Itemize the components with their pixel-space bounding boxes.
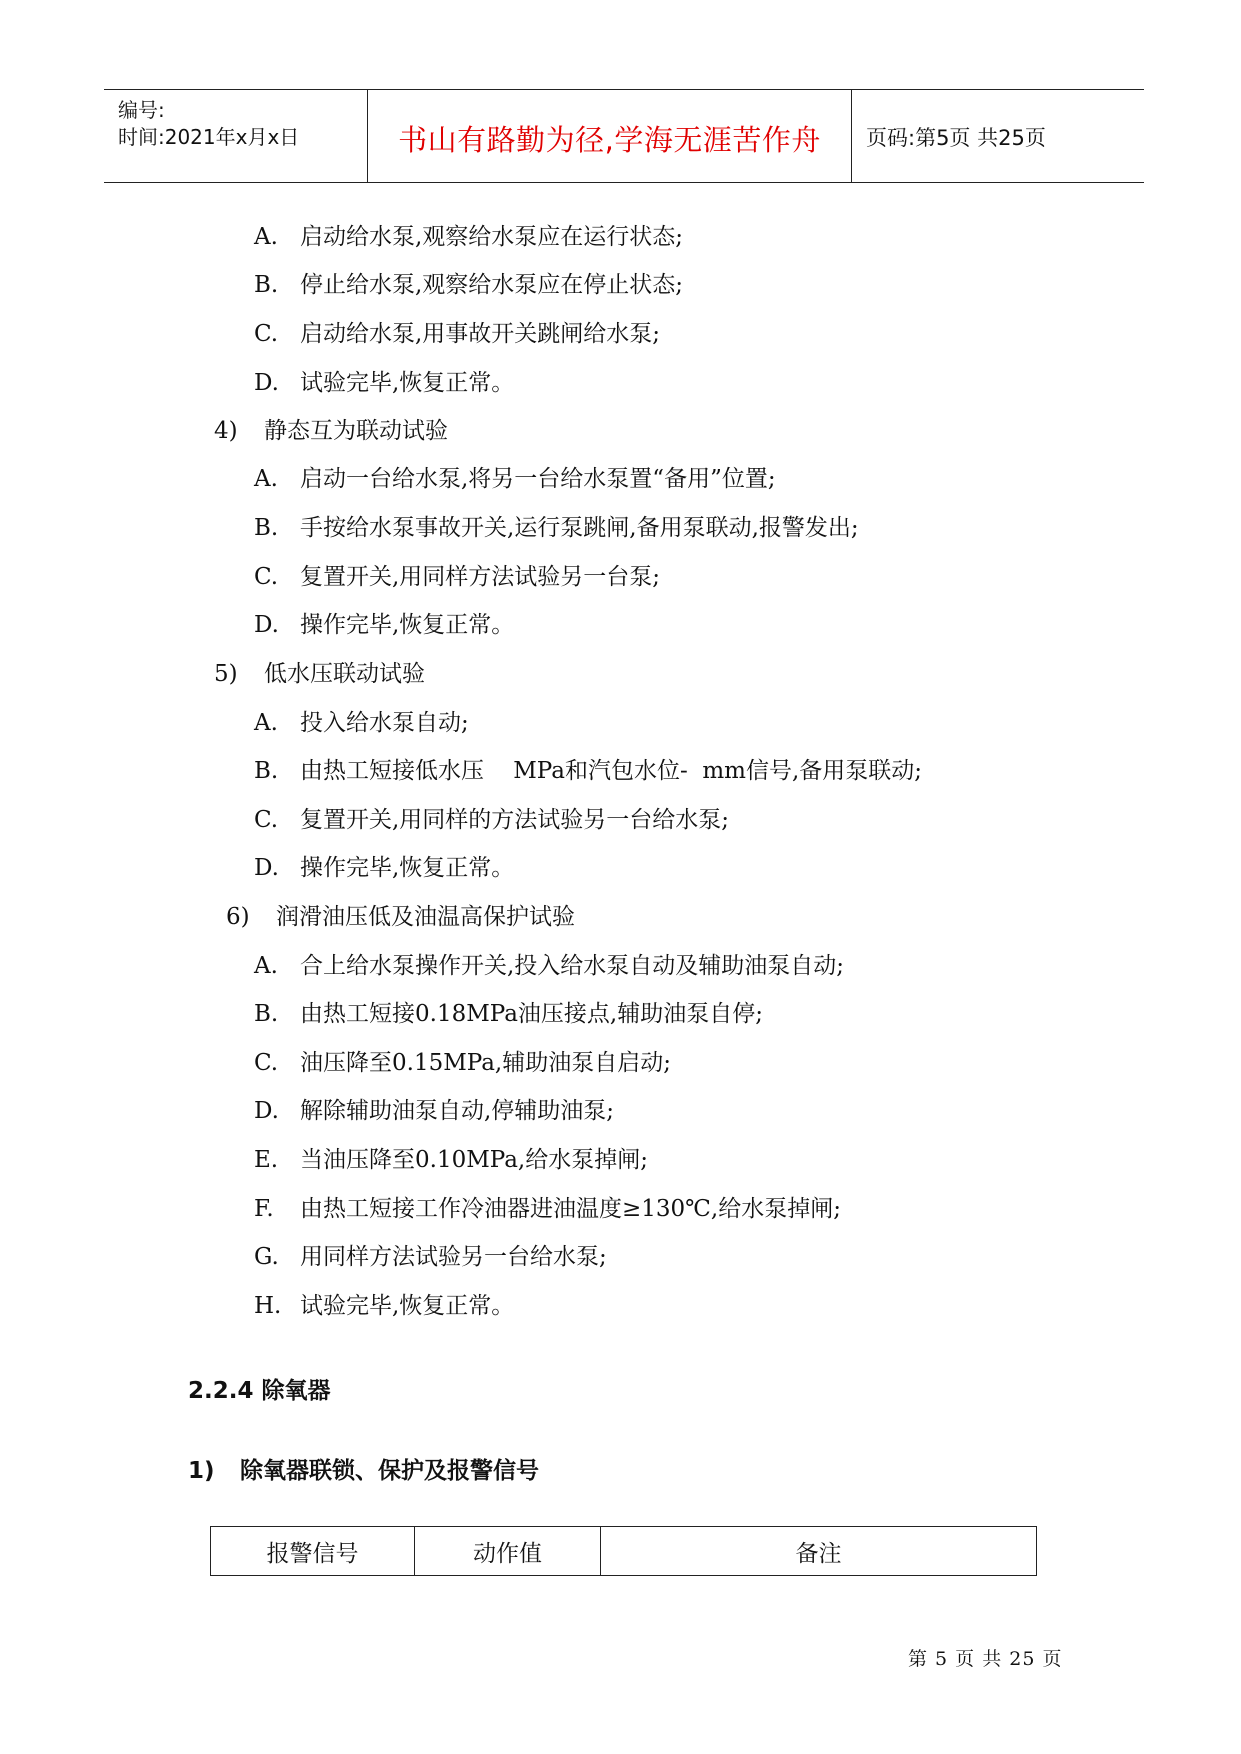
item-text: 启动给水泵,用事故开关跳闸给水泵; (300, 321, 661, 347)
list-item (254, 1096, 614, 1126)
item-marker: D. (254, 855, 279, 881)
item-text: 复置开关,用同样的方法试验另一台给水泵; (300, 807, 730, 833)
page-header (104, 89, 1144, 183)
table-header-alarm-signal: 报警信号 (211, 1527, 415, 1576)
list-item (254, 270, 683, 300)
list-item (254, 756, 922, 786)
item-marker: C. (254, 807, 279, 833)
subsection-heading (226, 902, 575, 932)
item-marker: G. (254, 1244, 279, 1270)
list-item (254, 1145, 648, 1175)
list-item (254, 853, 514, 883)
subsection-heading (188, 1456, 539, 1486)
item-text: 投入给水泵自动; (300, 710, 469, 736)
item-marker: B. (254, 1001, 279, 1027)
item-marker: B. (254, 758, 279, 784)
alarm-signal-table (210, 1526, 1037, 1576)
list-item (254, 513, 859, 543)
subsection-marker: 4) (214, 418, 238, 444)
subsection-heading (214, 416, 448, 446)
list-item (254, 562, 660, 592)
item-text: 操作完毕,恢复正常。 (300, 855, 515, 881)
header-right-cell (852, 90, 1144, 182)
time-label: 时间:2021年x月x日 (118, 125, 300, 149)
item-marker: D. (254, 1098, 279, 1124)
subsection-text: 润滑油压低及油温高保护试验 (276, 904, 575, 930)
item-text: 复置开关,用同样方法试验另一台泵; (300, 564, 661, 590)
table-header-remarks: 备注 (601, 1527, 1037, 1576)
list-item (254, 805, 729, 835)
table-header-row (211, 1527, 1037, 1576)
item-marker: B. (254, 272, 279, 298)
list-item (254, 1048, 671, 1078)
subsection-marker: 1) (188, 1458, 215, 1484)
list-item (254, 1194, 841, 1224)
subsection-text: 静态互为联动试验 (264, 418, 448, 444)
number-label: 编号: (118, 98, 165, 122)
item-text: 启动一台给水泵,将另一台给水泵置“备用”位置; (300, 466, 776, 492)
item-text: 手按给水泵事故开关,运行泵跳闸,备用泵联动,报警发出; (300, 515, 859, 541)
item-marker: C. (254, 321, 279, 347)
item-marker: A. (254, 953, 278, 979)
subsection-text: 低水压联动试验 (264, 661, 425, 687)
item-marker: A. (254, 710, 278, 736)
item-marker: E. (254, 1147, 279, 1173)
header-middle-cell (368, 90, 852, 182)
list-item (254, 222, 683, 252)
subsection-marker: 5) (214, 661, 238, 687)
item-marker: C. (254, 564, 279, 590)
list-item (254, 1242, 607, 1272)
list-item (254, 319, 660, 349)
item-text: 由热工短接工作冷油器进油温度≥130℃,给水泵掉闸; (300, 1196, 841, 1222)
list-item (254, 999, 763, 1029)
item-marker: A. (254, 224, 278, 250)
item-marker: D. (254, 370, 279, 396)
header-left-cell (104, 90, 368, 182)
subsection-marker: 6) (226, 904, 250, 930)
section-heading: 2.2.4 除氧器 (188, 1378, 331, 1404)
list-item (254, 610, 514, 640)
subsection-text: 除氧器联锁、保护及报警信号 (240, 1458, 539, 1484)
list-item (254, 464, 776, 494)
item-marker: C. (254, 1050, 279, 1076)
item-text: 油压降至0.15MPa,辅助油泵自启动; (300, 1050, 671, 1076)
item-text: 停止给水泵,观察给水泵应在停止状态; (300, 272, 684, 298)
table-header-action-value: 动作值 (415, 1527, 601, 1576)
item-text: 用同样方法试验另一台给水泵; (300, 1244, 607, 1270)
list-item (254, 951, 844, 981)
header-motto: 书山有路勤为径,学海无涯苦作舟 (398, 123, 821, 157)
item-text: 由热工短接0.18MPa油压接点,辅助油泵自停; (300, 1001, 763, 1027)
list-item (254, 708, 469, 738)
subsection-heading (214, 659, 425, 689)
item-text: 试验完毕,恢复正常。 (300, 370, 515, 396)
item-marker: D. (254, 612, 279, 638)
item-marker: F. (254, 1196, 274, 1222)
item-text: 操作完毕,恢复正常。 (300, 612, 515, 638)
item-text: 试验完毕,恢复正常。 (300, 1293, 515, 1319)
item-marker: B. (254, 515, 279, 541)
item-text: 由热工短接低水压 MPa和汽包水位- mm信号,备用泵联动; (300, 758, 923, 784)
list-item (254, 1291, 514, 1321)
list-item (254, 368, 514, 398)
item-text: 合上给水泵操作开关,投入给水泵自动及辅助油泵自动; (300, 953, 845, 979)
item-marker: H. (254, 1293, 282, 1319)
header-page-info: 页码:第5页 共25页 (866, 126, 1046, 150)
page-footer: 第 5 页 共 25 页 (908, 1648, 1063, 1670)
item-marker: A. (254, 466, 278, 492)
item-text: 当油压降至0.10MPa,给水泵掉闸; (300, 1147, 648, 1173)
item-text: 解除辅助油泵自动,停辅助油泵; (300, 1098, 615, 1124)
item-text: 启动给水泵,观察给水泵应在运行状态; (300, 224, 684, 250)
